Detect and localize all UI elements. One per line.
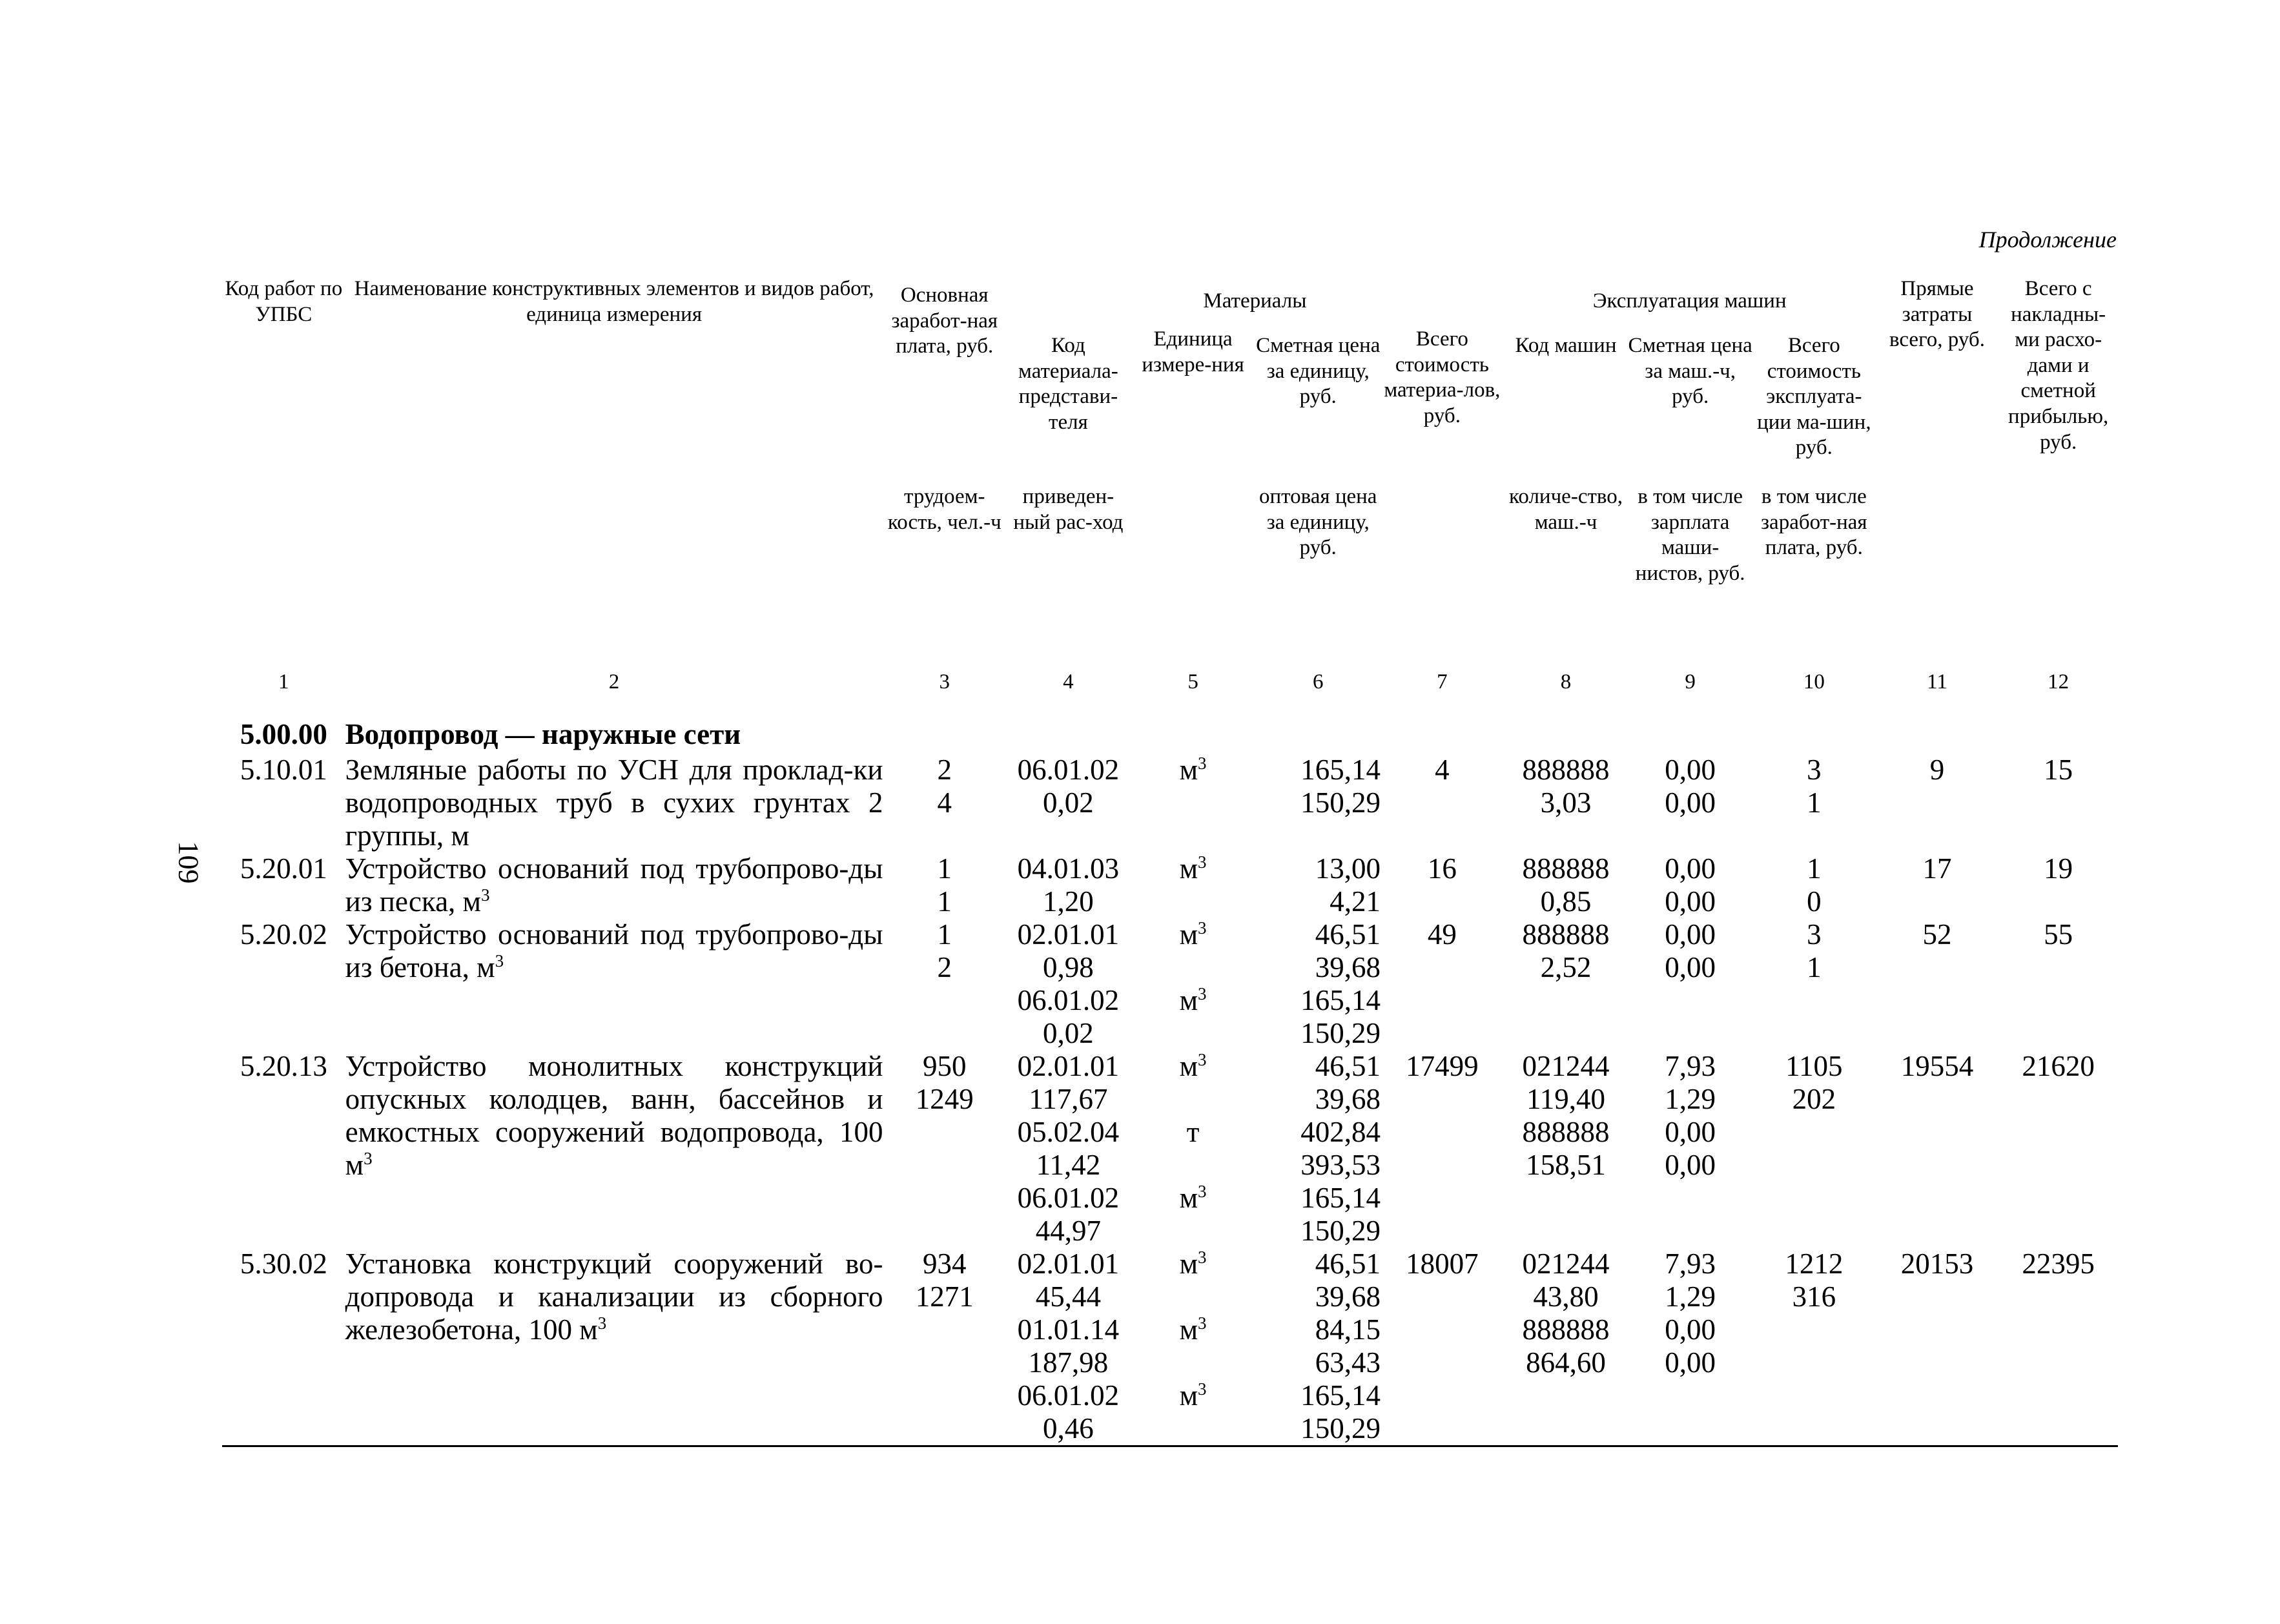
unit-cell	[1131, 852, 1256, 918]
price-value: 46,51	[1315, 1050, 1381, 1082]
header-col3-top: Основная заработ-ная плата, руб.	[891, 283, 998, 358]
machine-price-cell	[1628, 852, 1752, 918]
material-code-cell	[1006, 754, 1131, 852]
unit-value: $м^3$	[1179, 984, 1207, 1016]
machine-total-value: 202	[1792, 1083, 1836, 1115]
machine-total-cell	[1752, 1248, 1876, 1446]
materials-total: 18007	[1381, 1248, 1504, 1446]
work-name: Устройство монолитных конструкций опускных колодцев, ванн, бассейнов и емкостных сооружений водопровода, 100 $м^3$	[345, 1050, 883, 1181]
price-value: 4,21	[1330, 885, 1381, 918]
price-value: 150,29	[1300, 1215, 1381, 1247]
unit-value: $м^3$	[1179, 1379, 1207, 1412]
machine-value: 021244	[1522, 1050, 1610, 1082]
price-value: 165,14	[1300, 1379, 1381, 1412]
header-col6-bottom: оптовая цена за единицу, руб.	[1258, 485, 1377, 560]
machine-price-value: 7,93	[1665, 1248, 1716, 1280]
machine-price-value: 0,00	[1665, 1149, 1716, 1181]
machine-total-cell	[1752, 918, 1876, 1050]
machine-value: 864,60	[1526, 1346, 1606, 1379]
wage-value: 1	[937, 852, 952, 885]
table-row	[222, 1050, 2118, 1248]
column-number: 5	[1187, 670, 1198, 694]
wage-value: 1249	[915, 1083, 974, 1115]
material-value: 06.01.02	[1017, 1379, 1120, 1412]
wage-value: 4	[937, 786, 952, 819]
header-col11: Прямые затраты всего, руб.	[1889, 277, 1985, 352]
unit-value	[1131, 1280, 1256, 1313]
material-value: 1,20	[1043, 885, 1094, 918]
materials-total: 49	[1427, 918, 1457, 951]
machine-price-value: 0,00	[1665, 852, 1716, 885]
section-row	[222, 717, 2118, 754]
machine-price-value: 0,00	[1665, 885, 1716, 918]
unit-value: $м^3$	[1179, 918, 1207, 951]
direct-costs: 19554	[1900, 1050, 1974, 1082]
machine-total-value: 1	[1807, 852, 1822, 885]
machine-value: 888888	[1522, 1116, 1610, 1148]
wage-value: 1	[937, 885, 952, 918]
wage-value: 934	[923, 1248, 967, 1280]
machine-total-value: 1212	[1785, 1248, 1844, 1280]
column-number: 8	[1560, 670, 1572, 694]
wage-value: 1	[937, 918, 952, 951]
column-number: 10	[1803, 670, 1825, 694]
machine-code-cell	[1504, 1050, 1628, 1248]
machine-price-value: 0,00	[1665, 918, 1716, 951]
header-col4-top: Код материала-представи-теля	[1018, 334, 1118, 434]
machine-value: 888888	[1522, 918, 1610, 951]
machine-price-value: 1,29	[1665, 1083, 1716, 1115]
price-cell	[1255, 1050, 1381, 1248]
price-value: 402,84	[1300, 1116, 1381, 1148]
header-col5: Единица измере-ния	[1142, 327, 1244, 376]
unit-cell	[1131, 1248, 1256, 1446]
header-col9-top: Сметная цена за маш.-ч, руб.	[1628, 334, 1752, 409]
work-code: 5.30.02	[222, 1248, 345, 1446]
unit-value: $м^3$	[1179, 1050, 1207, 1082]
material-value: 0,98	[1043, 951, 1094, 983]
work-name: Установка конструкций сооружений во-допровода и канализации из сборного железобетона, 100 $м^3$	[345, 1248, 883, 1446]
work-code: 5.20.02	[240, 918, 327, 951]
machine-code-cell	[1504, 852, 1628, 918]
work-code: 5.10.01	[240, 754, 327, 786]
machine-value: 2,52	[1540, 951, 1592, 983]
work-name: Земляные работы по УСН для проклад-ки водопроводных труб в сухих грунтах 2 группы, м	[345, 754, 883, 852]
price-value: 150,29	[1300, 1412, 1381, 1444]
total-with-overhead: 21620	[2022, 1050, 2095, 1082]
header-col-code: Код работ по УПБС	[225, 277, 343, 326]
header-materials-group: Материалы	[1203, 289, 1307, 313]
machine-price-cell	[1628, 754, 1752, 852]
header-col3-bottom: трудоем-кость, чел.-ч	[887, 485, 1001, 534]
machine-total-value: 1	[1807, 951, 1822, 983]
header-col10-bottom: в том числе заработ-ная плата, руб.	[1761, 485, 1867, 560]
total-with-overhead: 19	[2044, 852, 2073, 885]
table-row	[222, 754, 2118, 852]
column-number: 11	[1927, 670, 1947, 694]
unit-value	[1131, 1215, 1256, 1248]
price-cell	[1255, 918, 1381, 1050]
price-cell	[1255, 1248, 1381, 1446]
price-cell	[1255, 852, 1381, 918]
column-number: 9	[1685, 670, 1696, 694]
section-title: Водопровод — наружные сети	[345, 718, 741, 750]
header-col7: Всего стоимость материа-лов, руб.	[1384, 327, 1501, 427]
machine-value: 888888	[1522, 852, 1610, 885]
machine-value: 119,40	[1526, 1083, 1606, 1115]
price-value: 150,29	[1300, 1017, 1381, 1049]
total-with-overhead: 55	[2044, 918, 2073, 951]
price-value: 13,00	[1315, 852, 1381, 885]
machine-total-value: 3	[1807, 754, 1822, 786]
price-value: 393,53	[1300, 1149, 1381, 1181]
column-numbers-row	[222, 670, 2118, 717]
work-name: Устройство оснований под трубопрово-ды из бетона, $м^3$	[345, 918, 883, 983]
machine-price-value: 0,00	[1665, 786, 1716, 819]
price-value: 46,51	[1315, 918, 1381, 951]
unit-value	[1131, 1083, 1256, 1116]
page-number: 109	[172, 841, 205, 884]
unit-value: $м^3$	[1179, 852, 1207, 885]
price-value: 84,15	[1315, 1313, 1381, 1346]
material-value: 0,02	[1043, 786, 1094, 819]
materials-total: 16	[1427, 852, 1457, 885]
total-with-overhead: 15	[2044, 754, 2073, 786]
estimate-table	[222, 276, 2118, 1447]
wage-cell	[883, 918, 1006, 1050]
unit-value: $м^3$	[1179, 1313, 1207, 1346]
header-col4-bottom: приведен-ный рас-ход	[1013, 485, 1124, 534]
material-value: 02.01.01	[1017, 918, 1120, 951]
price-value: 39,68	[1315, 1083, 1381, 1115]
header-col8-bottom: количе-ство, маш.-ч	[1509, 485, 1623, 534]
column-number: 1	[278, 670, 289, 694]
unit-value	[1131, 951, 1256, 984]
machine-price-value: 0,00	[1665, 754, 1716, 786]
continuation-label: Продолжение	[1978, 227, 2117, 252]
column-number: 6	[1312, 670, 1324, 694]
table-row	[222, 918, 2118, 1050]
material-value: 06.01.02	[1017, 984, 1120, 1016]
wage-value: 2	[937, 754, 952, 786]
material-value: 06.01.02	[1017, 1182, 1120, 1214]
price-cell	[1255, 754, 1381, 852]
machine-code-cell	[1504, 1248, 1628, 1446]
machine-price-value: 0,00	[1665, 951, 1716, 983]
unit-value	[1131, 786, 1256, 819]
machine-total-value: 1105	[1785, 1050, 1843, 1082]
table-body	[222, 754, 2118, 1446]
machine-total-value: 0	[1807, 885, 1822, 918]
header-col10-top: Всего стоимость эксплуата-ции ма-шин, руб.	[1757, 334, 1871, 460]
column-number: 7	[1437, 670, 1448, 694]
machine-code-cell	[1504, 754, 1628, 852]
materials-total: 4	[1435, 754, 1450, 786]
wage-value: 950	[923, 1050, 967, 1082]
machine-value: 3,03	[1540, 786, 1592, 819]
machine-price-value: 0,00	[1665, 1313, 1716, 1346]
direct-costs: 52	[1922, 918, 1952, 951]
header-col-name: Наименование конструктивных элементов и видов работ, единица измерения	[354, 277, 874, 326]
header-col6-top: Сметная цена за единицу, руб.	[1256, 334, 1381, 409]
machine-total-cell	[1752, 754, 1876, 852]
machine-value: 43,80	[1533, 1280, 1599, 1313]
machine-total-value: 1	[1807, 786, 1822, 819]
unit-cell	[1131, 1050, 1256, 1248]
machine-total-cell	[1752, 1050, 1876, 1248]
price-value: 165,14	[1300, 754, 1381, 786]
material-code-cell	[1006, 1050, 1131, 1248]
machine-price-value: 1,29	[1665, 1280, 1716, 1313]
machine-price-value: 0,00	[1665, 1346, 1716, 1379]
machine-value: 0,85	[1540, 885, 1592, 918]
machine-price-cell	[1628, 1050, 1752, 1248]
unit-value: $м^3$	[1179, 1248, 1207, 1280]
material-value: 06.01.02	[1017, 754, 1120, 786]
material-code-cell	[1006, 1248, 1131, 1446]
machine-price-cell	[1628, 918, 1752, 1050]
machine-value: 888888	[1522, 1313, 1610, 1346]
material-value: 05.02.04	[1017, 1116, 1120, 1148]
header-machines-group: Эксплуатация машин	[1592, 289, 1787, 313]
table-row	[222, 852, 2118, 918]
work-code: 5.20.13	[240, 1050, 327, 1082]
machine-value: 021244	[1522, 1248, 1610, 1280]
direct-costs: 17	[1922, 852, 1952, 885]
unit-value	[1131, 1017, 1256, 1050]
machine-code-cell	[1504, 918, 1628, 1050]
material-value: 0,46	[1043, 1412, 1094, 1444]
material-value: 02.01.01	[1017, 1248, 1120, 1280]
machine-price-value: 7,93	[1665, 1050, 1716, 1082]
header-col12: Всего с накладны-ми расхо-дами и сметной прибылью, руб.	[2008, 277, 2109, 454]
machine-total-value: 316	[1792, 1280, 1836, 1313]
machine-value: 888888	[1522, 754, 1610, 786]
machine-price-value: 0,00	[1665, 1116, 1716, 1148]
direct-costs: 9	[1929, 754, 1945, 786]
work-code: 5.20.01	[240, 852, 327, 885]
unit-cell	[1131, 918, 1256, 1050]
wage-cell	[883, 852, 1006, 918]
unit-value: $м^3$	[1179, 1182, 1207, 1214]
machine-total-cell	[1752, 852, 1876, 918]
price-value: 39,68	[1315, 1280, 1381, 1313]
table-row	[222, 1248, 2118, 1446]
header-col9-bottom: в том числе зарплата маши-нистов, руб.	[1635, 485, 1745, 585]
price-value: 46,51	[1315, 1248, 1381, 1280]
unit-cell	[1131, 754, 1256, 852]
unit-value	[1131, 1346, 1256, 1379]
column-number: 3	[939, 670, 950, 694]
unit-value	[1131, 885, 1256, 918]
direct-costs: 20153	[1876, 1248, 1999, 1446]
material-value: 117,67	[1029, 1083, 1108, 1115]
machine-total-value: 3	[1807, 918, 1822, 951]
unit-value	[1131, 1412, 1256, 1445]
wage-cell	[883, 754, 1006, 852]
price-value: 165,14	[1300, 984, 1381, 1016]
column-number: 4	[1063, 670, 1074, 694]
wage-value: 1271	[915, 1280, 974, 1313]
wage-value: 2	[937, 951, 952, 983]
unit-value	[1131, 1149, 1256, 1182]
column-number: 2	[608, 670, 620, 694]
material-code-cell	[1006, 852, 1131, 918]
price-value: 150,29	[1300, 786, 1381, 819]
work-name: Устройство оснований под трубопрово-ды из песка, $м^3$	[345, 852, 883, 918]
material-value: 45,44	[1035, 1280, 1102, 1313]
material-value: 44,97	[1035, 1215, 1102, 1247]
price-value: 63,43	[1315, 1346, 1381, 1379]
materials-total: 17499	[1406, 1050, 1479, 1082]
material-value: 187,98	[1028, 1346, 1109, 1379]
material-value: 01.01.14	[1017, 1313, 1120, 1346]
total-with-overhead: 22395	[1998, 1248, 2118, 1446]
material-value: 02.01.01	[1017, 1050, 1120, 1082]
material-value: 11,42	[1036, 1149, 1101, 1181]
material-value: 0,02	[1043, 1017, 1094, 1049]
material-value: 04.01.03	[1017, 852, 1120, 885]
material-code-cell	[1006, 918, 1131, 1050]
price-value: 165,14	[1300, 1182, 1381, 1214]
machine-value: 158,51	[1526, 1149, 1606, 1181]
section-code: 5.00.00	[240, 718, 327, 750]
header-col8-top: Код машин	[1515, 334, 1617, 357]
unit-value: $м^3$	[1179, 754, 1207, 786]
machine-price-cell	[1628, 1248, 1752, 1446]
wage-cell	[883, 1050, 1006, 1248]
unit-value: т	[1186, 1116, 1200, 1148]
price-value: 39,68	[1315, 951, 1381, 983]
wage-cell	[883, 1248, 1006, 1446]
column-number: 12	[2048, 670, 2069, 694]
